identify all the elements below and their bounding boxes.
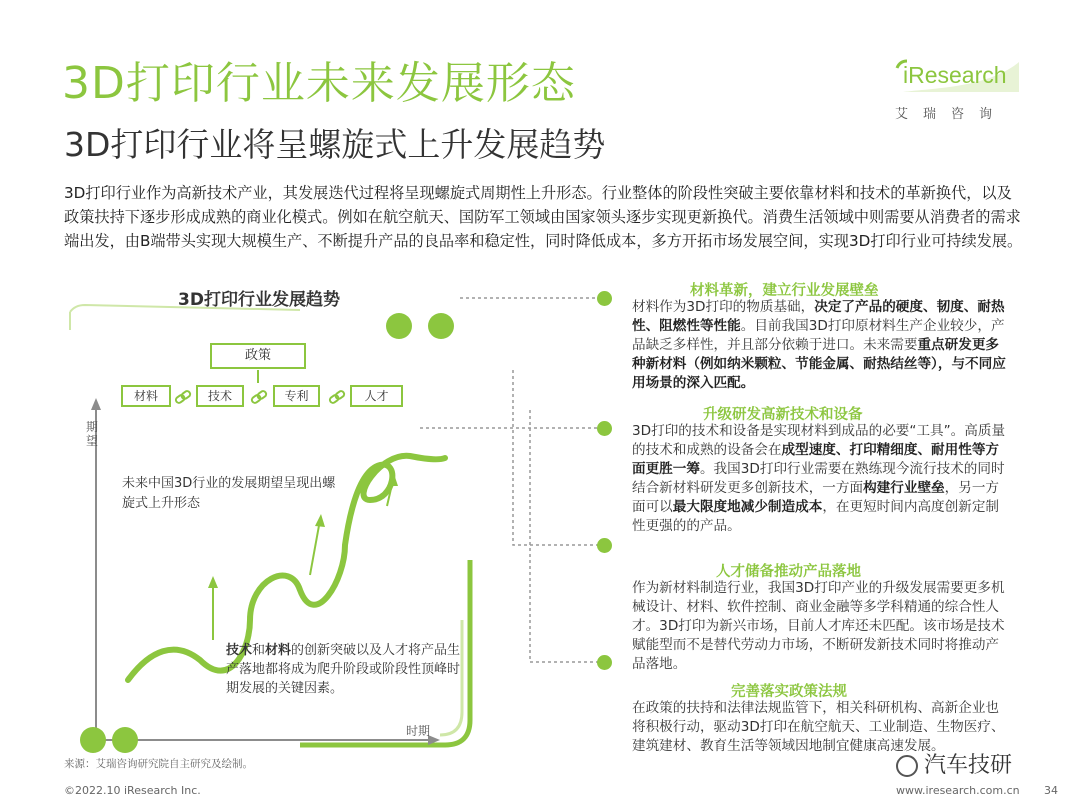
section-bullet-dot (597, 655, 612, 670)
link-icon (174, 388, 192, 406)
logo-cn-text: 艾瑞咨询 (895, 107, 1008, 122)
section-body-technology (632, 422, 1012, 536)
section-text: ，在更短时间内高度创新定制性更强的的产品。 (632, 499, 1000, 534)
section-text: 在政策的扶持和法律法规监管下，相关科研机构、高新企业也将积极行动，驱动3D打印在航空航天、工业制造、生物医疗、建筑建材、教育生活等领域因地制宜健康高速发展。 (632, 700, 1005, 754)
x-axis-label: 时期 (406, 724, 431, 738)
source-note: 来源：艾瑞咨询研究院自主研究及绘制。 (64, 758, 253, 770)
speech-bubble-icon (80, 727, 106, 753)
section-text: 3D打印的技术和设备是实现材料到成品的必要“工具”。高质量的技术和成熟的设备会在 (632, 423, 1006, 458)
logo-text: iResearch (903, 62, 1007, 88)
section-bold-text: 决定了产品的硬度、韧度、耐热性、阻燃性等性能 (632, 299, 1005, 334)
wechat-watermark (896, 748, 1012, 779)
link-icon (328, 388, 346, 406)
section-text: 。我国3D打印行业需要在熟练现今流行技术的同时结合新材料研发更多创新技术，一方面 (632, 461, 1005, 496)
section-title-talent: 人才储备推动产品落地 (716, 564, 861, 580)
note-rest: 的创新突破以及人才将产品生产落地都将成为爬升阶段或阶段性顶峰时期发展的关键因素。 (226, 643, 461, 696)
factor-box-technology: 技术 (196, 385, 244, 407)
y-axis-label: 期望 (86, 420, 99, 448)
section-title-technology: 升级研发高新技术和设备 (703, 407, 863, 423)
section-bullet-dot (597, 538, 612, 553)
factor-box-materials: 材料 (121, 385, 171, 407)
section-body-materials (632, 298, 1012, 393)
wechat-text: 汽车技研 (924, 753, 1013, 778)
note-bold-material: 材料 (265, 643, 292, 658)
wechat-icon (896, 755, 918, 777)
chart-title: 3D打印行业发展趋势 (178, 290, 340, 310)
link-icon (250, 388, 268, 406)
page-subtitle: 3D打印行业将呈螺旋式上升发展趋势 (64, 125, 606, 164)
chart-note-top: 未来中国3D行业的发展期望呈现出螺旋式上升形态 (122, 476, 336, 511)
footer-copyright: ©2022.10 iResearch Inc. (64, 784, 201, 797)
page-number: 34 (1044, 784, 1058, 797)
note-bold-tech: 技术 (226, 643, 253, 658)
note-and: 和 (252, 643, 266, 658)
section-bullet-dot (597, 291, 612, 306)
section-text: 作为新材料制造行业，我国3D打印产业的升级发展需要更多机械设计、材料、软件控制、商业金融等多学科精通的综合性人才。3D打印为新兴市场，目前人才库还未匹配。该市场是技术赋能型而不是替代劳动力市场，不断研发新技术同时将推动产品落地。 (632, 580, 1005, 672)
intro-paragraph: 3D打印行业作为高新技术产业，其发展迭代过程将呈现螺旋式周期性上升形态。行业整体的阶段性突破主要依靠材料和技术的革新换代，以及政策扶持下逐步形成成熟的商业化模式。例如在航空航天、国防军工领域由国家领头逐步实现更新换代。消费生活领域中则需要从消费者的需求端出发，由B端带头实现大规模生产、不断提升产品的良品率和稳定性，同时降低成本，多方开拓市场发展空间，实现3D打印行业可持续发展。 (64, 184, 1023, 250)
chart-note-bottom (226, 641, 470, 698)
factor-box-talent: 人才 (350, 385, 403, 407)
policy-box: 政策 (210, 343, 306, 369)
section-body-talent (632, 579, 1012, 674)
speech-bubble-icon (386, 313, 412, 339)
page-title: 3D打印行业未来发展形态 (62, 58, 576, 109)
section-text: ，另一方面可以 (632, 480, 1000, 515)
speech-bubble-icon (428, 313, 454, 339)
section-text: 。目前我国3D打印原材料生产企业较少，产品缺乏多样性，并且部分依赖于进口。未来需要 (632, 318, 1005, 353)
factor-box-patent: 专利 (273, 385, 320, 407)
section-bullet-dot (597, 421, 612, 436)
section-text: 材料作为3D打印的物质基础， (632, 299, 815, 315)
section-title-materials: 材料革新，建立行业发展壁垒 (690, 283, 879, 299)
section-bold-text: 构建行业壁垒 (863, 480, 945, 496)
section-title-policy: 完善落实政策法规 (731, 684, 847, 700)
section-bold-text: 重点研发更多种新材料（例如纳米颗粒、节能金属、耐热结丝等），与不同应用场景的深入匹配。 (632, 337, 1006, 391)
section-bold-text: 最大限度地减少制造成本 (672, 499, 823, 515)
speech-bubble-icon (112, 727, 138, 753)
footer-url: www.iresearch.com.cn (896, 784, 1020, 797)
section-bold-text: 成型速度、打印精细度、耐用性等方面更胜一筹 (632, 442, 1000, 477)
